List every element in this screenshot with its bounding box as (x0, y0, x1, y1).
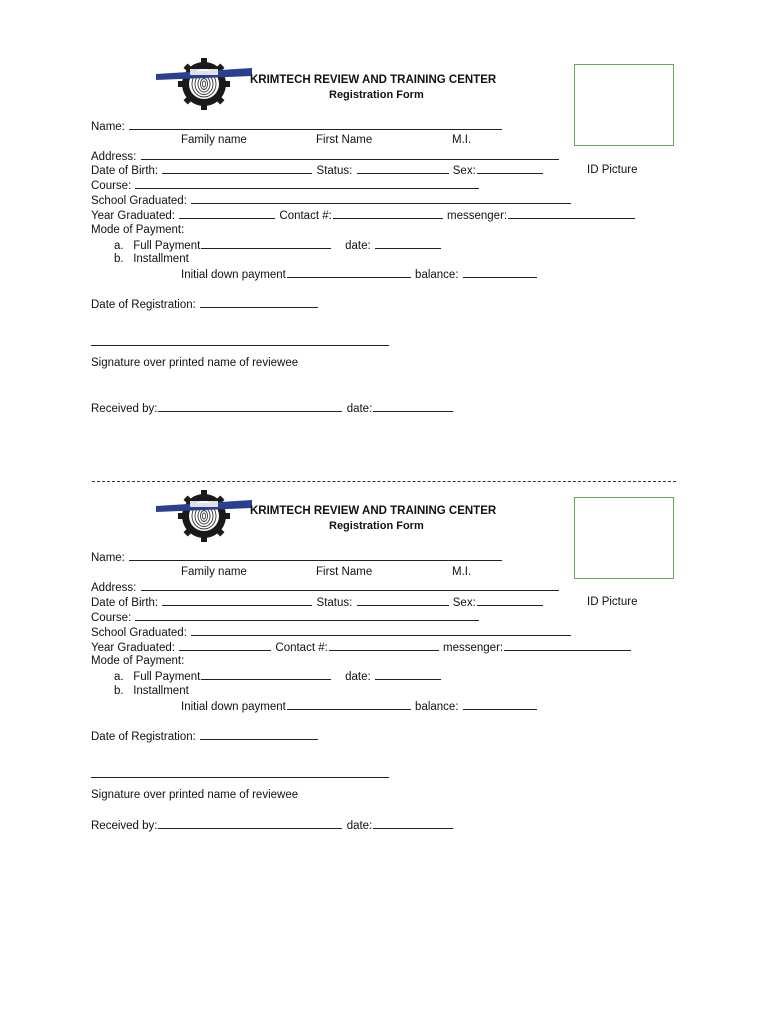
dob-label: Date of Birth: (91, 165, 159, 177)
messenger-field[interactable] (504, 640, 631, 651)
school-row (91, 193, 572, 208)
name-row (91, 550, 503, 565)
family-name-caption: Family name (181, 566, 247, 578)
option-a-row (114, 238, 442, 253)
name-label: Name: (91, 552, 125, 564)
initial-down-label: Initial down payment (181, 701, 286, 713)
year-label: Year Graduated: (91, 642, 175, 654)
full-payment-label: Full Payment (133, 240, 201, 252)
received-label: Received by: (91, 820, 158, 832)
first-name-caption: First Name (316, 566, 373, 578)
address-row (91, 580, 560, 595)
sex-label: Sex: (452, 597, 476, 609)
full-payment-date-field[interactable] (375, 669, 441, 680)
initial-down-row (181, 699, 538, 714)
messenger-label: messenger: (447, 210, 508, 222)
reg-date-row (91, 297, 319, 312)
form-title: Registration Form (329, 89, 424, 101)
received-date-label: date: (346, 403, 373, 415)
reg-date-label: Date of Registration: (91, 299, 196, 311)
full-payment-field[interactable] (201, 669, 331, 680)
address-label: Address: (91, 151, 137, 163)
course-field[interactable] (135, 178, 479, 189)
name-row (91, 119, 503, 134)
school-label: School Graduated: (91, 627, 187, 639)
id-picture-label: ID Picture (587, 596, 638, 608)
option-b-row (114, 684, 189, 698)
balance-field[interactable] (463, 699, 537, 710)
received-row (91, 401, 454, 416)
status-label: Status: (316, 165, 353, 177)
course-label: Course: (91, 612, 132, 624)
dob-label: Date of Birth: (91, 597, 159, 609)
sex-label: Sex: (452, 165, 476, 177)
name-field[interactable] (129, 550, 502, 561)
dob-field[interactable] (162, 163, 312, 174)
school-row (91, 625, 572, 640)
signature-label: Signature over printed name of reviewee (91, 357, 299, 369)
balance-label: balance: (415, 701, 459, 713)
reg-date-field[interactable] (200, 729, 318, 740)
signature-line[interactable] (91, 345, 389, 346)
form-title: Registration Form (329, 520, 424, 532)
dob-row (91, 163, 544, 178)
received-field[interactable] (158, 818, 342, 829)
mode-of-payment-label: Mode of Payment: (91, 655, 185, 667)
received-date-field[interactable] (373, 818, 453, 829)
received-row (91, 818, 454, 833)
org-name: KRIMTECH REVIEW AND TRAINING CENTER (250, 74, 497, 86)
option-a-marker: a. (114, 671, 124, 683)
initial-down-field[interactable] (287, 699, 411, 710)
mi-caption: M.I. (452, 134, 472, 146)
school-label: School Graduated: (91, 195, 187, 207)
course-label: Course: (91, 180, 132, 192)
contact-label: Contact #: (275, 642, 328, 654)
cut-line-separator (92, 481, 676, 482)
year-label: Year Graduated: (91, 210, 175, 222)
received-date-label: date: (346, 820, 373, 832)
reg-date-field[interactable] (200, 297, 318, 308)
received-label: Received by: (91, 403, 158, 415)
name-field[interactable] (129, 119, 502, 130)
option-b-marker: b. (114, 253, 124, 265)
status-field[interactable] (357, 163, 449, 174)
mode-of-payment-label: Mode of Payment: (91, 224, 185, 236)
received-date-field[interactable] (373, 401, 453, 412)
initial-down-field[interactable] (287, 267, 411, 278)
dob-field[interactable] (162, 595, 312, 606)
status-field[interactable] (357, 595, 449, 606)
initial-down-row (181, 267, 538, 282)
initial-down-label: Initial down payment (181, 269, 286, 281)
received-field[interactable] (158, 401, 342, 412)
signature-label: Signature over printed name of reviewee (91, 789, 299, 801)
address-field[interactable] (141, 580, 559, 591)
course-field[interactable] (135, 610, 479, 621)
school-field[interactable] (191, 625, 571, 636)
full-payment-label: Full Payment (133, 671, 201, 683)
status-label: Status: (316, 597, 353, 609)
installment-label: Installment (133, 685, 189, 697)
name-label: Name: (91, 121, 125, 133)
mi-caption: M.I. (452, 566, 472, 578)
contact-field[interactable] (333, 208, 443, 219)
option-b-row (114, 252, 189, 266)
date-label: date: (345, 240, 371, 252)
contact-label: Contact #: (279, 210, 332, 222)
address-label: Address: (91, 582, 137, 594)
year-field[interactable] (179, 208, 275, 219)
id-picture-label: ID Picture (587, 164, 638, 176)
dob-row (91, 595, 544, 610)
messenger-field[interactable] (508, 208, 635, 219)
course-row (91, 610, 480, 625)
year-row (91, 640, 632, 655)
first-name-caption: First Name (316, 134, 373, 146)
address-field[interactable] (141, 149, 559, 160)
org-name: KRIMTECH REVIEW AND TRAINING CENTER (250, 505, 497, 517)
option-b-marker: b. (114, 685, 124, 697)
id-picture-box (574, 497, 674, 579)
family-name-caption: Family name (181, 134, 247, 146)
date-label: date: (345, 671, 371, 683)
gear-fingerprint-logo-icon (152, 58, 256, 110)
gear-fingerprint-logo-icon (152, 490, 256, 542)
option-a-marker: a. (114, 240, 124, 252)
contact-field[interactable] (329, 640, 439, 651)
balance-label: balance: (415, 269, 459, 281)
sex-field[interactable] (477, 163, 543, 174)
year-row (91, 208, 636, 223)
reg-date-row (91, 729, 319, 744)
id-picture-box (574, 64, 674, 146)
signature-line[interactable] (91, 777, 389, 778)
address-row (91, 149, 560, 164)
school-field[interactable] (191, 193, 571, 204)
year-field[interactable] (179, 640, 271, 651)
balance-field[interactable] (463, 267, 537, 278)
full-payment-date-field[interactable] (375, 238, 441, 249)
full-payment-field[interactable] (201, 238, 331, 249)
reg-date-label: Date of Registration: (91, 731, 196, 743)
option-a-row (114, 669, 442, 684)
installment-label: Installment (133, 253, 189, 265)
sex-field[interactable] (477, 595, 543, 606)
messenger-label: messenger: (443, 642, 504, 654)
course-row (91, 178, 480, 193)
